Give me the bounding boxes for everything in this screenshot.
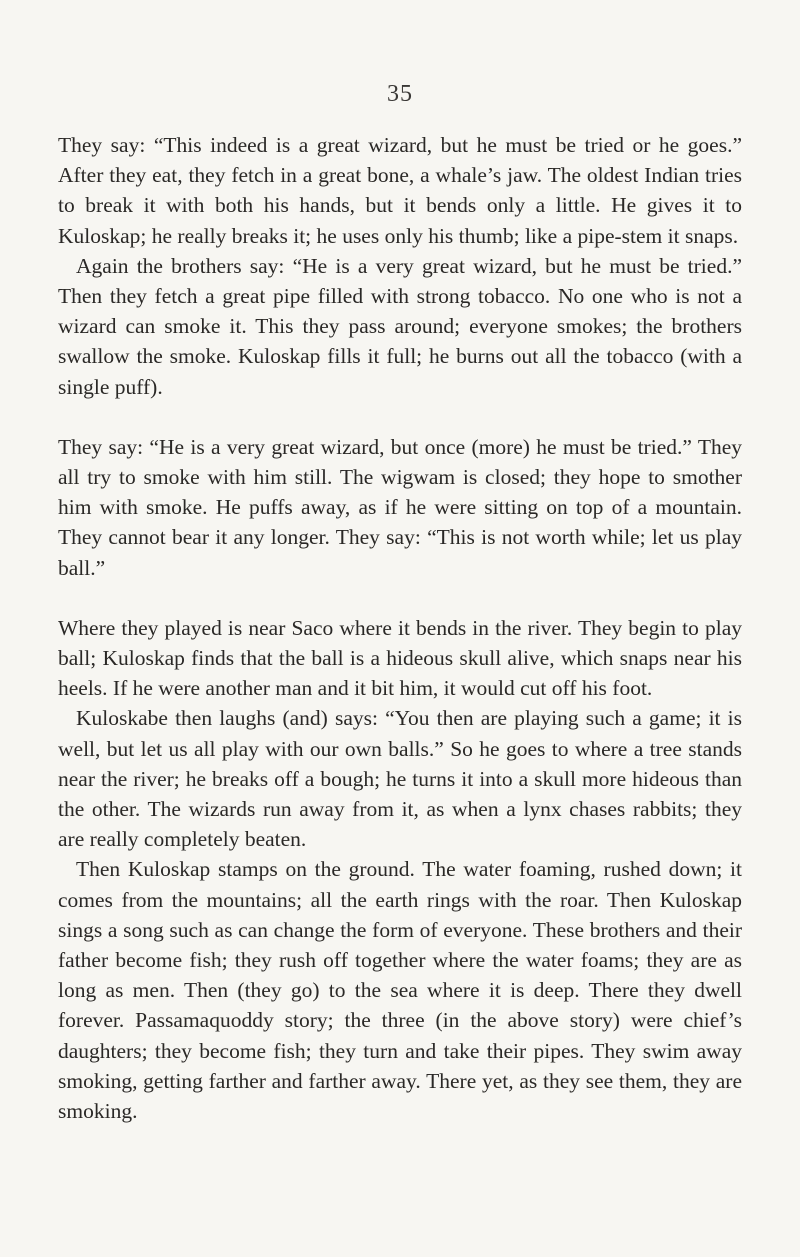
- paragraph-2: Again the brothers say: “He is a very great wizard, but he must be tried.” Then they fetch a great pipe filled with strong tobacco. No one who is not a wizard can smoke it. This they pass around; everyone smokes; the brothers swallow the smoke. Kuloskap fills it full; he burns out all the tobacco (with a single puff).: [58, 253, 742, 399]
- paragraph-1: They say: “This indeed is a great wizard, but he must be tried or he goes.” After they eat, they fetch in a great bone, a whale’s jaw. The oldest Indian tries to break it with both his hands, but it bends only a little. He gives it to Kuloskap; he really breaks it; he uses only his thumb; like a pipe-stem it snaps.: [58, 133, 742, 248]
- paragraph-6: Then Kuloskap stamps on the ground. The water foaming, rushed down; it comes from the mountains; all the earth rings with the roar. Then Kuloskap sings a song such as can change the form of everyone. These brothers and their father become fish; they rush off together where the water foams; they are as long as men. Then (they go) to the sea where it is deep. There they dwell forever. Passamaquoddy story; the three (in the above story) were chief’s daughters; they become fish; they turn and take their pipes. They swim away smoking, getting farther and farther away. There yet, as they see them, they are smoking.: [58, 857, 742, 1124]
- paragraph-5: Kuloskabe then laughs (and) says: “You then are playing such a game; it is well, but let us all play with our own balls.” So he goes to where a tree stands near the river; he breaks off a bough; he turns it into a skull more hideous than the other. The wizards run away from it, as when a lynx chases rabbits; they are really completely beaten.: [58, 706, 742, 852]
- page-number: 35: [387, 81, 413, 107]
- paragraph-3: They say: “He is a very great wizard, but once (more) he must be tried.” They all try to smoke with him still. The wigwam is closed; they hope to smother him with smoke. He puffs away, as if he were sitting on top of a mountain. They cannot bear it any longer. They say: “This is not worth while; let us play ball.”: [58, 434, 742, 580]
- text-body: [58, 130, 742, 1126]
- paragraph-4: Where they played is near Saco where it bends in the river. They begin to play ball; Kuloskap finds that the ball is a hideous skull alive, which snaps near his heels. If he were another man and it bit him, it would cut off his foot.: [58, 615, 742, 701]
